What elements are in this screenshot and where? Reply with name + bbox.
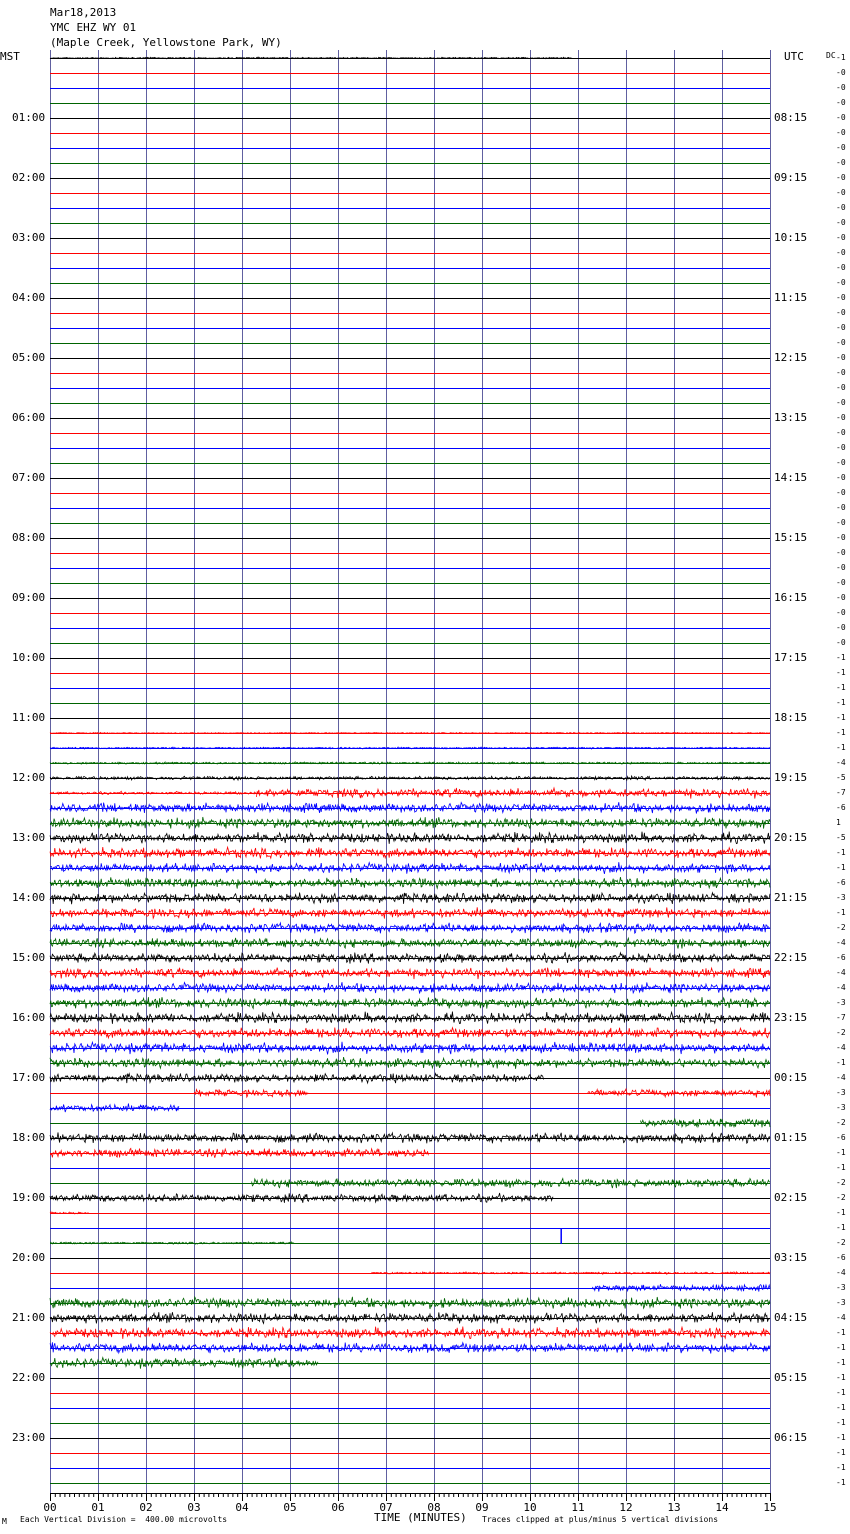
- dc-offset-78: -1: [836, 1223, 846, 1232]
- left-hour-label-1: 01:00: [12, 111, 46, 124]
- header-location: (Maple Creek, Yellowstone Park, WY): [50, 36, 282, 49]
- x-tick-label-13: 13: [667, 1501, 681, 1514]
- dc-offset-27: -0: [836, 458, 846, 467]
- right-hour-label-17: 00:15: [774, 1071, 808, 1084]
- left-hour-label-21: 21:00: [12, 1311, 46, 1324]
- dc-offset-1: -0: [836, 68, 846, 77]
- dc-offset-84: -4: [836, 1313, 846, 1322]
- right-hour-label-18: 01:15: [774, 1131, 808, 1144]
- dc-offset-83: -3: [836, 1298, 846, 1307]
- dc-offset-46: -1: [836, 743, 846, 752]
- left-hour-label-17: 17:00: [12, 1071, 46, 1084]
- left-hour-label-19: 19:00: [12, 1191, 46, 1204]
- trace-segment-6: [256, 788, 770, 799]
- x-tick-label-0: 00: [43, 1501, 57, 1514]
- dc-offset-59: -4: [836, 938, 846, 947]
- dc-offset-68: -4: [836, 1073, 846, 1082]
- dc-offset-11: -0: [836, 218, 846, 227]
- dc-offset-20: -0: [836, 353, 846, 362]
- dc-offset-74: -1: [836, 1163, 846, 1172]
- dc-offset-8: -0: [836, 173, 846, 182]
- left-hour-label-23: 23:00: [12, 1431, 46, 1444]
- dc-offset-33: -0: [836, 548, 846, 557]
- left-hour-label-5: 05:00: [12, 351, 46, 364]
- trace-segment-10: [50, 847, 770, 858]
- right-hour-label-6: 13:15: [774, 411, 808, 424]
- dc-offset-88: -1: [836, 1373, 846, 1382]
- dc-offset-36: -0: [836, 593, 846, 602]
- left-hour-label-14: 14:00: [12, 891, 46, 904]
- right-hour-label-20: 03:15: [774, 1251, 808, 1264]
- right-hour-label-3: 10:15: [774, 231, 808, 244]
- right-hour-label-14: 21:15: [774, 891, 808, 904]
- header-date: Mar18,2013: [50, 6, 117, 19]
- dc-offset-69: -3: [836, 1088, 846, 1097]
- dc-offset-31: -0: [836, 518, 846, 527]
- trace-segment-14: [50, 907, 770, 918]
- dc-offset-16: -0: [836, 293, 846, 302]
- dc-offset-75: -2: [836, 1178, 846, 1187]
- right-hour-label-2: 09:15: [774, 171, 808, 184]
- dc-offset-38: -0: [836, 623, 846, 632]
- x-tick-label-6: 06: [331, 1501, 345, 1514]
- dc-offset-72: -6: [836, 1133, 846, 1142]
- dc-offset-82: -3: [836, 1283, 846, 1292]
- dc-offset-92: -1: [836, 1433, 846, 1442]
- dc-offset-64: -7: [836, 1013, 846, 1022]
- right-hour-label-19: 02:15: [774, 1191, 808, 1204]
- right-hour-label-21: 04:15: [774, 1311, 808, 1324]
- dc-offset-65: -2: [836, 1028, 846, 1037]
- dc-offset-45: -1: [836, 728, 846, 737]
- trace-segment-39: [50, 1312, 770, 1323]
- trace-segment-41: [50, 1342, 770, 1353]
- dc-offset-71: -2: [836, 1118, 846, 1127]
- dc-offset-70: -3: [836, 1103, 846, 1112]
- dc-offset-60: -6: [836, 953, 846, 962]
- left-hour-label-12: 12:00: [12, 771, 46, 784]
- header-station: YMC EHZ WY 01: [50, 21, 137, 34]
- left-hour-label-7: 07:00: [12, 471, 46, 484]
- dc-offset-9: -0: [836, 188, 846, 197]
- trace-segment-22: [50, 1028, 770, 1039]
- x-tick-label-14: 14: [715, 1501, 729, 1514]
- left-hour-label-15: 15:00: [12, 951, 46, 964]
- dc-offset-58: -2: [836, 923, 846, 932]
- left-hour-label-22: 22:00: [12, 1371, 46, 1384]
- dc-offset-85: -1: [836, 1328, 846, 1337]
- dc-offset-3: -0: [836, 98, 846, 107]
- dc-offset-43: -1: [836, 698, 846, 707]
- dc-offset-7: -0: [836, 158, 846, 167]
- clip-note: Traces clipped at plus/minus 5 vertical divisions: [482, 1515, 719, 1524]
- dc-offset-95: -1: [836, 1478, 846, 1487]
- dc-offset-90: -1: [836, 1403, 846, 1412]
- dc-offset-42: -1: [836, 683, 846, 692]
- right-axis-title: UTC: [784, 50, 804, 63]
- dc-offset-87: -1: [836, 1358, 846, 1367]
- dc-offset-19: -0: [836, 338, 846, 347]
- right-hour-label-23: 06:15: [774, 1431, 808, 1444]
- x-tick-label-9: 09: [475, 1501, 489, 1514]
- right-hour-label-16: 23:15: [774, 1011, 808, 1024]
- dc-offset-21: -0: [836, 368, 846, 377]
- dc-offset-81: -4: [836, 1268, 846, 1277]
- dc-offset-34: -0: [836, 563, 846, 572]
- dc-offset-89: -1: [836, 1388, 846, 1397]
- dc-offset-4: -0: [836, 113, 846, 122]
- left-hour-label-18: 18:00: [12, 1131, 46, 1144]
- dc-offset-73: -1: [836, 1148, 846, 1157]
- x-tick-label-10: 10: [523, 1501, 537, 1514]
- dc-offset-93: -1: [836, 1448, 846, 1457]
- trace-segment-28: [50, 1104, 179, 1113]
- dc-offset-37: -0: [836, 608, 846, 617]
- trace-segment-33: [50, 1193, 553, 1203]
- x-tick-label-5: 05: [283, 1501, 297, 1514]
- dc-offset-10: -0: [836, 203, 846, 212]
- left-hour-label-16: 16:00: [12, 1011, 46, 1024]
- x-tick-label-4: 04: [235, 1501, 249, 1514]
- x-tick-label-1: 01: [91, 1501, 105, 1514]
- left-hour-label-8: 08:00: [12, 531, 46, 544]
- x-tick-label-11: 11: [571, 1501, 585, 1514]
- dc-offset-29: -0: [836, 488, 846, 497]
- right-hour-label-13: 20:15: [774, 831, 808, 844]
- dc-offset-39: -0: [836, 638, 846, 647]
- dc-offset-17: -0: [836, 308, 846, 317]
- trace-segment-17: [50, 952, 770, 963]
- x-tick-label-15: 15: [763, 1501, 777, 1514]
- dc-offset-26: -0: [836, 443, 846, 452]
- dc-offset-41: -1: [836, 668, 846, 677]
- dc-offset-35: -0: [836, 578, 846, 587]
- dc-offset-2: -0: [836, 83, 846, 92]
- dc-offset-12: -0: [836, 233, 846, 242]
- trace-segment-19: [50, 982, 770, 993]
- dc-offset-56: -3: [836, 893, 846, 902]
- dc-offset-32: -0: [836, 533, 846, 542]
- right-hour-label-22: 05:15: [774, 1371, 808, 1384]
- right-hour-label-5: 12:15: [774, 351, 808, 364]
- left-hour-label-4: 04:00: [12, 291, 46, 304]
- trace-segment-37: [592, 1284, 770, 1291]
- left-hour-label-9: 09:00: [12, 591, 46, 604]
- dc-offset-79: -2: [836, 1238, 846, 1247]
- trace-segment-9: [50, 832, 770, 844]
- left-axis-title: MST: [0, 50, 20, 63]
- dc-offset-15: -0: [836, 278, 846, 287]
- dc-offset-52: -5: [836, 833, 846, 842]
- right-hour-label-4: 11:15: [774, 291, 808, 304]
- dc-offset-91: -1: [836, 1418, 846, 1427]
- trace-segment-12: [50, 877, 770, 889]
- left-hour-label-20: 20:00: [12, 1251, 46, 1264]
- dc-offset-13: -0: [836, 248, 846, 257]
- dc-offset-63: -3: [836, 998, 846, 1007]
- dc-offset-67: -1: [836, 1058, 846, 1067]
- dc-offset-54: -1: [836, 863, 846, 872]
- dc-offset-80: -6: [836, 1253, 846, 1262]
- dc-offset-50: -6: [836, 803, 846, 812]
- right-hour-label-10: 17:15: [774, 651, 808, 664]
- x-axis-label: TIME (MINUTES): [374, 1511, 467, 1524]
- plot-grid: [50, 50, 771, 1493]
- left-hour-label-6: 06:00: [12, 411, 46, 424]
- x-tick-label-8: 08: [427, 1501, 441, 1514]
- dc-offset-5: -0: [836, 128, 846, 137]
- left-hour-label-10: 10:00: [12, 651, 46, 664]
- x-tick-label-2: 02: [139, 1501, 153, 1514]
- right-hour-label-8: 15:15: [774, 531, 808, 544]
- right-hour-label-11: 18:15: [774, 711, 808, 724]
- dc-offset-28: -0: [836, 473, 846, 482]
- right-hour-label-7: 14:15: [774, 471, 808, 484]
- trace-segment-8: [50, 817, 770, 829]
- x-tick-label-3: 03: [187, 1501, 201, 1514]
- left-hour-label-13: 13:00: [12, 831, 46, 844]
- right-hour-label-15: 22:15: [774, 951, 808, 964]
- corner-mark: M: [2, 1517, 7, 1526]
- dc-offset-24: -0: [836, 413, 846, 422]
- dc-label: DC: [826, 51, 836, 60]
- dc-offset-66: -4: [836, 1043, 846, 1052]
- right-hour-label-9: 16:15: [774, 591, 808, 604]
- dc-offset-53: -1: [836, 848, 846, 857]
- dc-offset-25: -0: [836, 428, 846, 437]
- dc-offset-18: -0: [836, 323, 846, 332]
- dc-offset-62: -4: [836, 983, 846, 992]
- trace-segment-4: [50, 776, 770, 780]
- trace-segment-24: [50, 1057, 770, 1069]
- dc-offset-40: -1: [836, 653, 846, 662]
- left-hour-label-11: 11:00: [12, 711, 46, 724]
- dc-offset-57: -1: [836, 908, 846, 917]
- trace-segment-30: [50, 1132, 770, 1143]
- dc-offset-23: -0: [836, 398, 846, 407]
- dc-offset-86: -1: [836, 1343, 846, 1352]
- dc-offset-49: -7: [836, 788, 846, 797]
- dc-offset-14: -0: [836, 263, 846, 272]
- dc-offset-0: -1: [836, 53, 846, 62]
- dc-offset-55: -6: [836, 878, 846, 887]
- x-tick-label-7: 07: [379, 1501, 393, 1514]
- trace-segment-7: [50, 802, 770, 813]
- trace-segment-21: [50, 1012, 770, 1024]
- dc-offset-47: -4: [836, 758, 846, 767]
- dc-offset-77: -1: [836, 1208, 846, 1217]
- dc-offset-76: -2: [836, 1193, 846, 1202]
- dc-offset-22: -0: [836, 383, 846, 392]
- dc-offset-6: -0: [836, 143, 846, 152]
- dc-offset-30: -0: [836, 503, 846, 512]
- dc-offset-51: 1: [836, 818, 841, 827]
- dc-offset-61: -4: [836, 968, 846, 977]
- dc-offset-44: -1: [836, 713, 846, 722]
- trace-segment-38: [50, 1297, 770, 1309]
- dc-offset-94: -1: [836, 1463, 846, 1472]
- dc-offset-48: -5: [836, 773, 846, 782]
- scale-note: Each Vertical Division = 400.00 microvolts: [20, 1515, 228, 1524]
- left-hour-label-2: 02:00: [12, 171, 46, 184]
- right-hour-label-1: 08:15: [774, 111, 808, 124]
- trace-segment-20: [50, 997, 770, 1008]
- right-hour-label-12: 19:15: [774, 771, 808, 784]
- x-tick-label-12: 12: [619, 1501, 633, 1514]
- trace-segment-40: [50, 1327, 770, 1339]
- left-hour-label-3: 03:00: [12, 231, 46, 244]
